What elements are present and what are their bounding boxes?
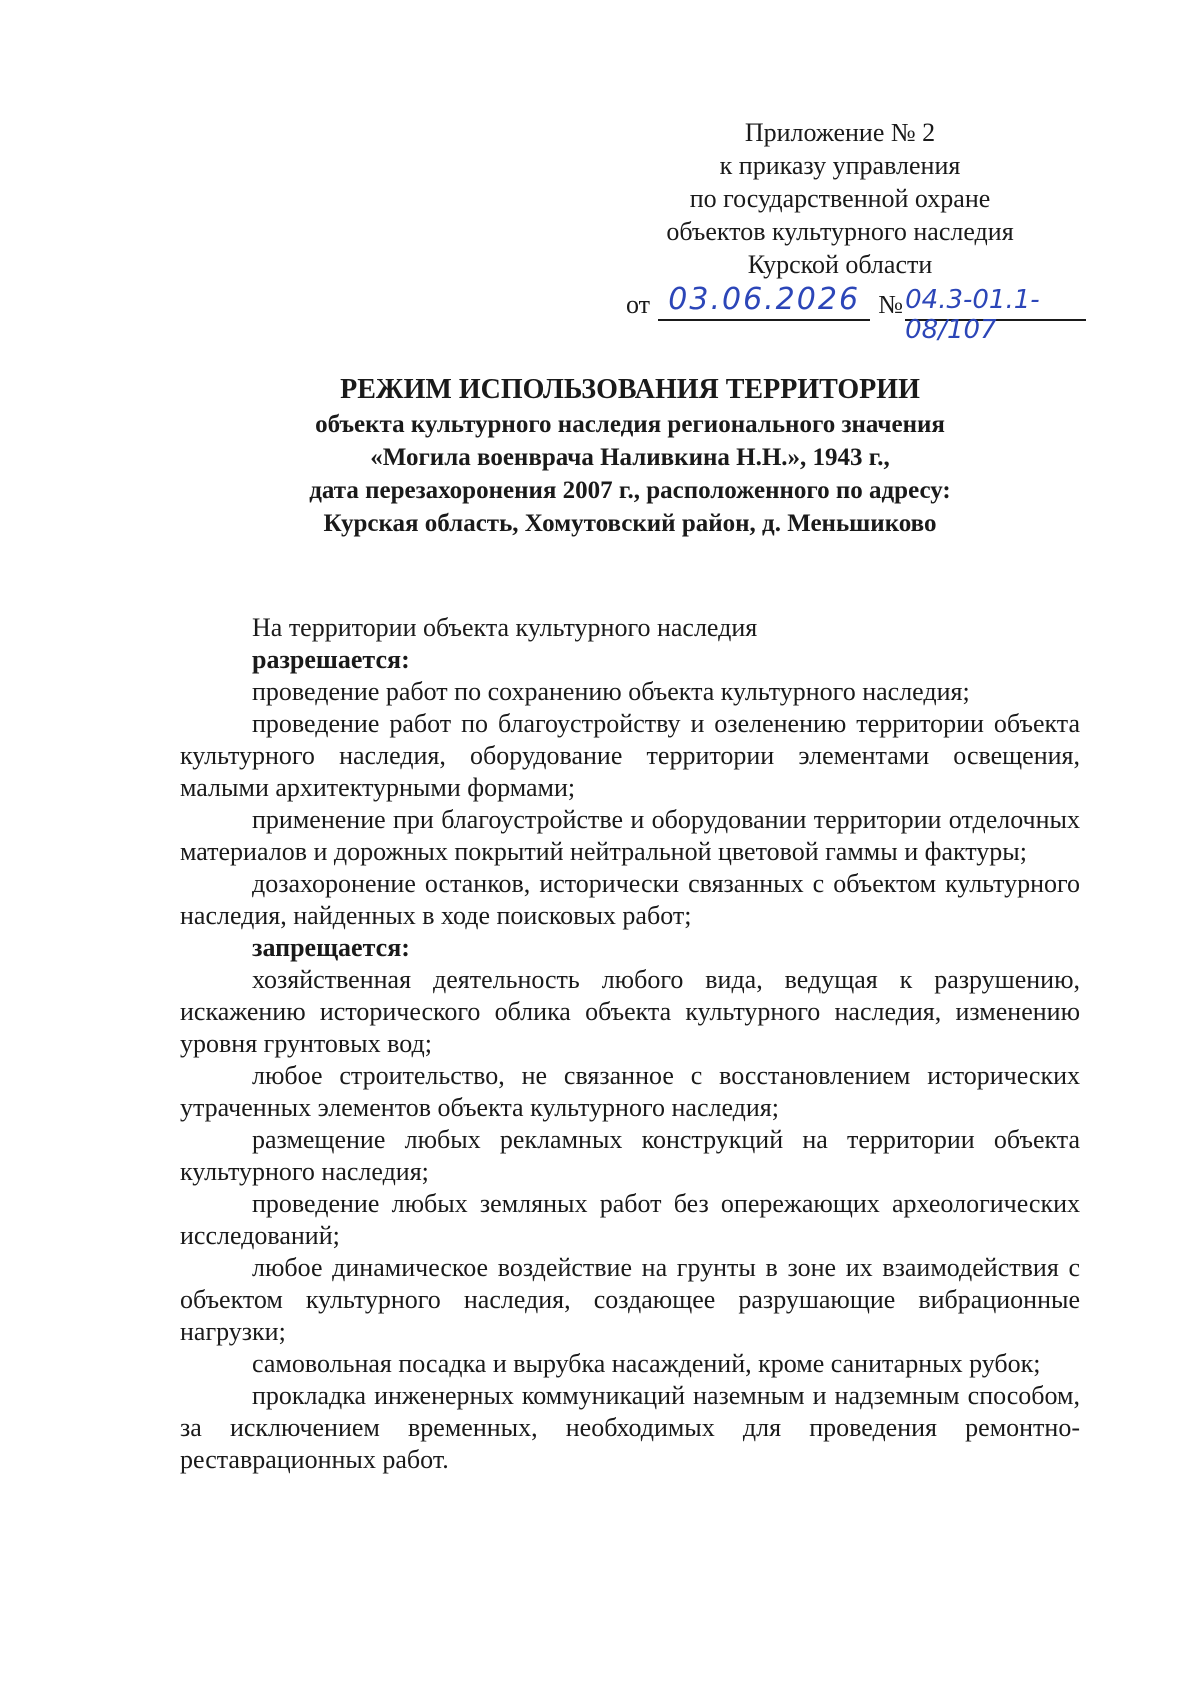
title-line-4: Курская область, Хомутовский район, д. Меньшиково bbox=[323, 510, 937, 537]
order-date-number-line bbox=[626, 281, 1086, 345]
forbidden-item: размещение любых рекламных конструкций на территории объекта культурного наследия; bbox=[180, 1125, 1080, 1186]
forbidden-item: прокладка инженерных коммуникаций наземным и надземным способом, за исключением временных, необходимых для проведения ремонтно-реставрационных работ. bbox=[180, 1381, 1080, 1474]
appendix-block bbox=[626, 116, 1040, 345]
handwritten-order-number: 04.3-01.1-08/107 bbox=[905, 285, 1086, 321]
date-prefix: от bbox=[626, 290, 651, 319]
intro-paragraph: На территории объекта культурного наследия bbox=[252, 613, 758, 642]
title-line-2: «Могила военврача Наливкина Н.Н.», 1943 г., bbox=[370, 444, 890, 471]
forbidden-item: любое динамическое воздействие на грунты в зоне их взаимодействия с объектом культурного наследия, создающее разрушающие вибрационные нагрузки; bbox=[180, 1253, 1080, 1346]
forbidden-item: хозяйственная деятельность любого вида, ведущая к разрушению, искажению исторического облика объекта культурного наследия, изменению уровня грунтовых вод; bbox=[180, 965, 1080, 1058]
forbidden-item: любое строительство, не связанное с восстановлением исторических утраченных элементов объекта культурного наследия; bbox=[180, 1061, 1080, 1122]
allowed-item: проведение работ по благоустройству и озеленению территории объекта культурного наследия, оборудование территории элементами освещения, малыми архитектурными формами; bbox=[180, 709, 1080, 802]
allowed-heading: разрешается: bbox=[252, 645, 410, 674]
appendix-authority-line1: по государственной охране bbox=[689, 184, 991, 213]
title-line-1: объекта культурного наследия регионального значения bbox=[315, 411, 945, 438]
document-body bbox=[180, 612, 1080, 1476]
forbidden-item: самовольная посадка и вырубка насаждений, кроме санитарных рубок; bbox=[252, 1349, 1041, 1378]
appendix-order-ref: к приказу управления bbox=[719, 151, 961, 180]
forbidden-item: проведение любых земляных работ без опережающих археологических исследований; bbox=[180, 1189, 1080, 1250]
allowed-item: проведение работ по сохранению объекта культурного наследия; bbox=[252, 677, 970, 706]
title-main: РЕЖИМ ИСПОЛЬЗОВАНИЯ ТЕРРИТОРИИ bbox=[340, 374, 920, 405]
document-title bbox=[180, 372, 1080, 540]
number-sign: № bbox=[878, 290, 904, 319]
allowed-item: дозахоронение останков, исторически связанных с объектом культурного наследия, найденных в ходе поисковых работ; bbox=[180, 869, 1080, 930]
forbidden-heading: запрещается: bbox=[252, 933, 410, 962]
appendix-number: Приложение № 2 bbox=[744, 118, 936, 147]
allowed-item: применение при благоустройстве и оборудовании территории отделочных материалов и дорожных покрытий нейтральной цветовой гаммы и фактуры; bbox=[180, 805, 1080, 866]
title-line-3: дата перезахоронения 2007 г., расположенного по адресу: bbox=[309, 477, 951, 504]
appendix-region: Курской области bbox=[747, 250, 933, 279]
appendix-authority-line2: объектов культурного наследия bbox=[666, 217, 1014, 246]
handwritten-date: 03.06.2026 bbox=[658, 285, 870, 321]
